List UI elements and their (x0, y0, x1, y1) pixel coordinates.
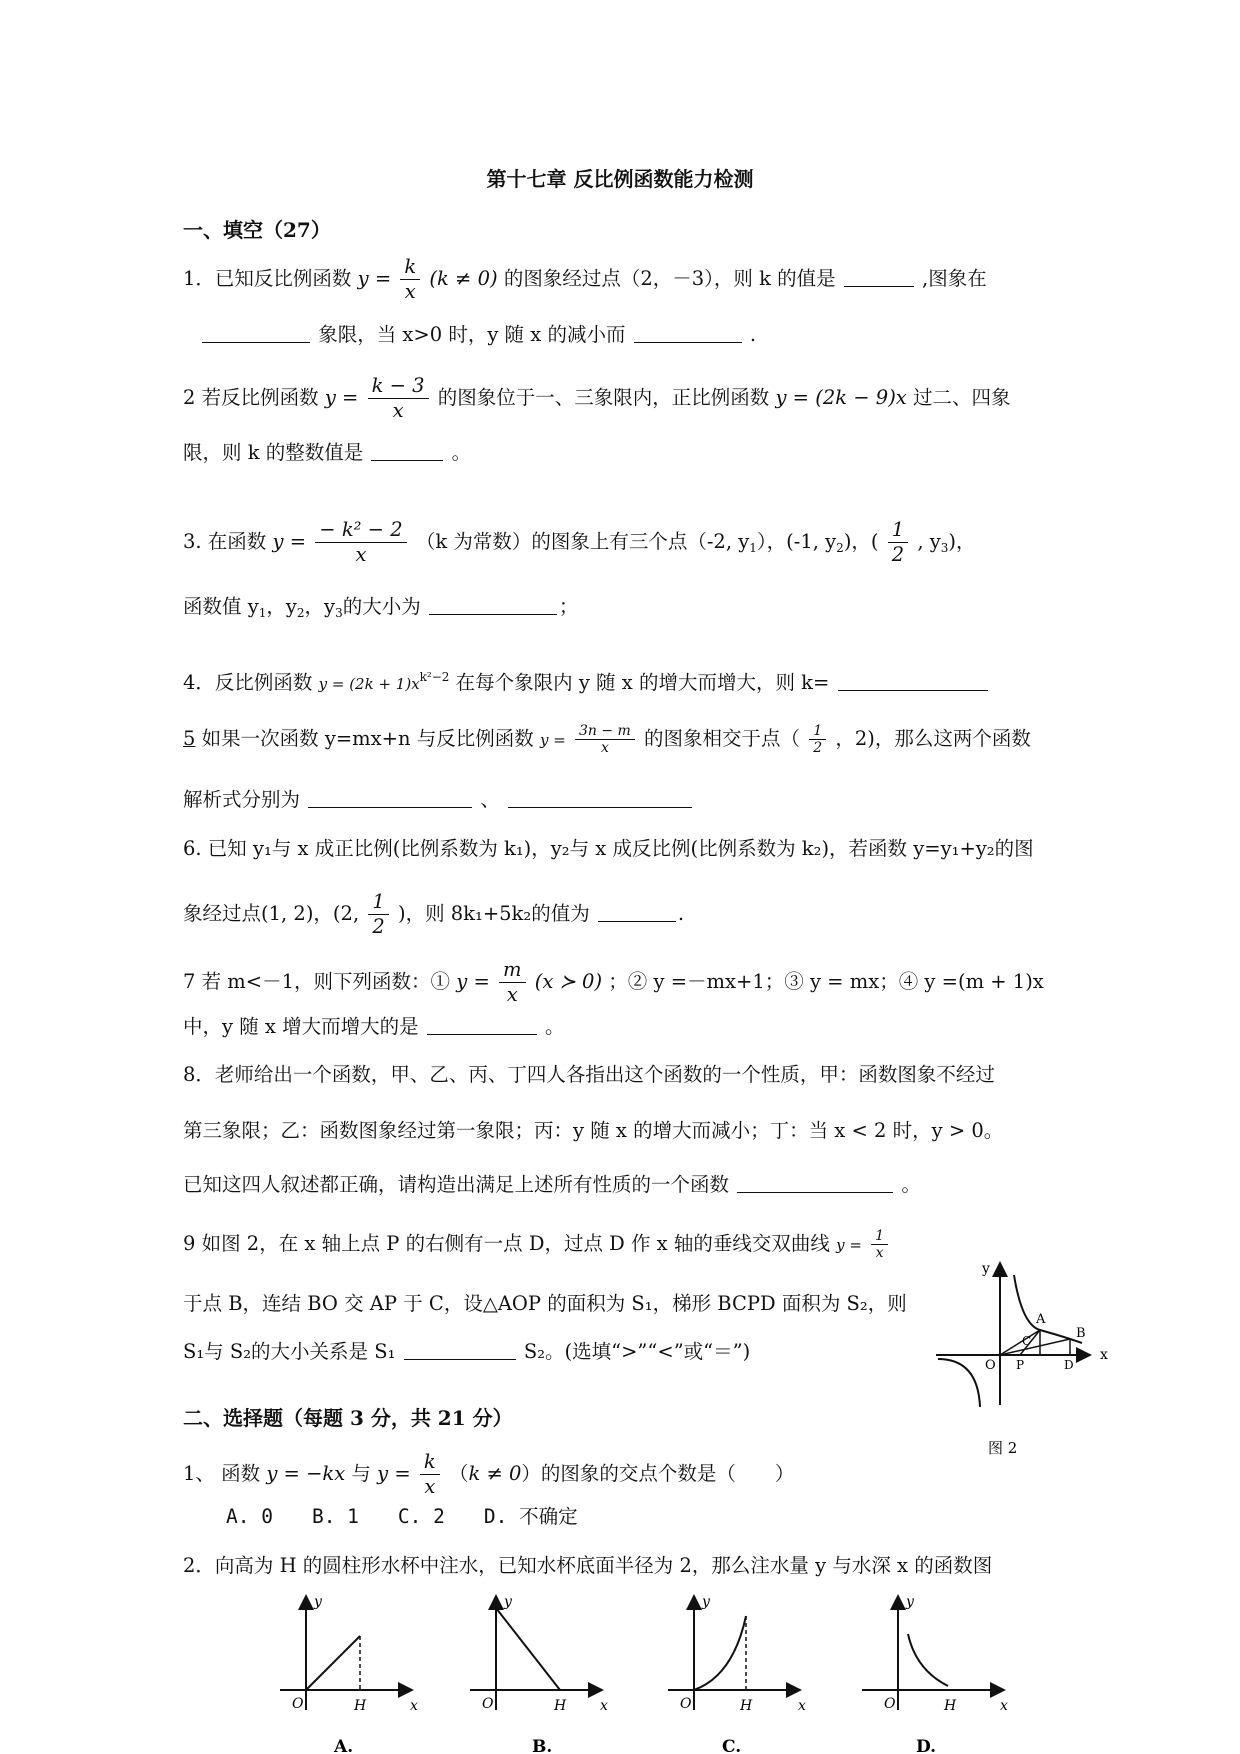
q9-line2: 于点 B，连结 BO 交 AP 于 C，设△AOP 的面积为 S₁，梯形 BCPD 面积为 S₂，则 (183, 1292, 907, 1315)
answer-blank[interactable] (838, 670, 988, 691)
fraction-one-half: $\frac{1}{2}$ (368, 890, 388, 939)
axis-label-y: y (504, 1594, 512, 1610)
section-fill-in: 一、填空（27） (183, 218, 331, 242)
answer-blank[interactable] (598, 901, 676, 922)
q8-line1: 8．老师给出一个函数，甲、乙、丙、丁四人各指出这个函数的一个性质，甲：函数图象不经过 (183, 1063, 995, 1086)
option-label: B. (532, 1737, 553, 1754)
h-label: H (354, 1698, 367, 1714)
axis-label-y: y (906, 1594, 914, 1610)
h-label: H (944, 1698, 957, 1714)
q6-line2: 象经过点(1, 2)，(2, $\frac{1}{2}$ )，则 8k₁+5k₂的值为 . (183, 890, 685, 938)
q3-line2: 函数值 $y_1$，$y_2$，$y_3$的大小为 ； (183, 595, 579, 620)
q9-line3: S₁与 S₂的大小关系是 S₁ S₂。(选填“>”“<”或“＝”) (183, 1340, 751, 1363)
origin-label: O (884, 1696, 896, 1712)
fraction-one-half: $\frac{1}{2}$ (809, 723, 826, 756)
option-label: C. (722, 1737, 742, 1754)
q7-line2: 中，y 随 x 增大而增大的是 。 (183, 1015, 565, 1038)
answer-blank[interactable] (634, 322, 742, 343)
origin-label: O (482, 1696, 494, 1712)
section-multiple-choice: 二、选择题（每题 3 分，共 21 分） (183, 1406, 513, 1430)
fraction-3n-minus-m-over-x: $\frac{3n - m}{x}$ (575, 723, 635, 756)
fig-label-o: O (985, 1358, 996, 1373)
h-label: H (740, 1698, 753, 1714)
origin-label: O (680, 1696, 692, 1712)
answer-blank[interactable] (737, 1172, 893, 1193)
fig-label-y: y (982, 1261, 990, 1277)
mc2-line1: 2．向高为 H 的圆柱形水杯中注水，已知水杯底面半径为 2，那么注水量 y 与水深 x 的函数图 (183, 1554, 993, 1577)
fraction-one-over-x: $\frac{1}{x}$ (871, 1228, 888, 1261)
answer-blank[interactable] (371, 440, 443, 461)
graph-line (306, 1636, 360, 1690)
fraction-neg-k2-minus-2-over-x: $\frac{\text{− k² − 2}}{x}$ (315, 518, 406, 567)
answer-blank[interactable] (427, 1014, 537, 1035)
q3-line1: 3. 在函数 y = $\frac{\text{− k² − 2}}{x}$ （k 为常数）的图象上有三个点（-2, $y_1$），(-1, $y_2$)，( $\frac{1}{2}$ , $y_3$)， (183, 518, 976, 566)
page-title: 第十七章 反比例函数能力检测 (486, 167, 754, 191)
figure-caption: 图 2 (988, 1439, 1018, 1457)
segment-oa (1000, 1330, 1040, 1355)
graph-option-b (460, 1590, 620, 1754)
option-label: D. (916, 1737, 937, 1754)
graph-option-d (852, 1590, 1012, 1754)
q1-line1: 1．已知反比例函数 y = $\frac{k}{x}$ (k ≠ 0) 的图象经过点（2，－3），则 k 的值是 ,图象在 (183, 255, 987, 303)
answer-blank[interactable] (308, 787, 472, 808)
answer-blank[interactable] (508, 787, 692, 808)
answer-blank[interactable] (202, 322, 310, 343)
q2-line1: 2 若反比例函数 y = $\frac{k - 3}{x}$ 的图象位于一、三象限内，正比例函数 y = (2k − 9)x 过二、四象 (183, 374, 1011, 422)
axis-label-x: x (410, 1698, 418, 1714)
fig-label-d: D (1064, 1358, 1074, 1372)
mc1-options: A. 0 B. 1 C. 2 D. 不确定 (226, 1505, 578, 1528)
q5-line2: 解析式分别为 、 (183, 785, 694, 815)
q5-line1: 5 如果一次函数 y=mx+n 与反比例函数 y = $\frac{3n - m}{x}$ 的图象相交于点（ $\frac{1}{2}$ ，2)，那么这两个函数 (183, 723, 1031, 756)
graph-option-c (658, 1590, 818, 1754)
fig-label-b: B (1076, 1326, 1086, 1341)
q9-line1: 9 如图 2，在 x 轴上点 P 的右侧有一点 D，过点 D 作 x 轴的垂线交双曲线 y = $\frac{1}{x}$ (183, 1228, 891, 1261)
axis-label-x: x (600, 1698, 608, 1714)
q8-line3: 已知这四人叙述都正确，请构造出满足上述所有性质的一个函数 。 (183, 1173, 921, 1196)
h-label: H (554, 1698, 567, 1714)
answer-blank[interactable] (429, 594, 557, 615)
q7-line1: 7 若 m<－1，则下列函数：① y = $\frac{m}{x}$ (x ≻ 0) ；② y =－mx+1；③ y = mx；④ y =(m + 1)x (183, 958, 1044, 1006)
fig-label-x: x (1100, 1347, 1108, 1363)
fraction-m-over-x: $\frac{m}{x}$ (499, 958, 526, 1007)
q2-line2: 限，则 k 的整数值是 。 (183, 441, 472, 464)
fraction-one-half: $\frac{1}{2}$ (888, 518, 908, 567)
graph-curve (694, 1616, 746, 1690)
fig-label-p: P (1016, 1358, 1025, 1372)
q6-line1: 6. 已知 y₁与 x 成正比例(比例系数为 k₁)，y₂与 x 成反比例(比例系数为 k₂)，若函数 y=y₁+y₂的图 (183, 837, 1034, 860)
axis-label-y: y (314, 1594, 322, 1610)
fig-label-c: C (1022, 1334, 1032, 1348)
fraction-k-minus-3-over-x: $\frac{k - 3}{x}$ (368, 374, 429, 423)
origin-label: O (292, 1696, 304, 1712)
figure-2-hyperbola (930, 1255, 1110, 1465)
q8-line2: 第三象限；乙：函数图象经过第一象限；丙：y 随 x 的增大而减小；丁：当 x < 2 时，y > 0。 (183, 1119, 1004, 1142)
axis-label-y: y (702, 1594, 710, 1610)
q4-line: 4．反比例函数 $y = (2k + 1)x^{k^2-2}$ 在每个象限内 y 随 x 的增大而增大，则 k= (183, 662, 990, 699)
answer-blank[interactable] (844, 266, 914, 287)
graph-curve (908, 1634, 948, 1686)
q1-line2: 象限，当 x>0 时，y 随 x 的减小而 . (200, 320, 756, 350)
mc1-line1: 1、 函数 y = −kx 与 y = $\frac{k}{x}$ （k ≠ 0）的图象的交点个数是（ ） (183, 1450, 795, 1498)
axis-label-x: x (1000, 1698, 1008, 1714)
option-label: A. (334, 1737, 354, 1754)
hyperbola-branch-1 (1014, 1275, 1082, 1343)
fig-label-a: A (1036, 1312, 1046, 1327)
segment-ob (1000, 1339, 1070, 1355)
fraction-k-over-x: $\frac{k}{x}$ (420, 1450, 440, 1499)
graph-line (496, 1608, 560, 1690)
axis-label-x: x (798, 1698, 806, 1714)
graph-option-a (270, 1590, 430, 1754)
answer-blank[interactable] (404, 1339, 516, 1360)
fraction-k-over-x: $\frac{k}{x}$ (400, 255, 420, 304)
hyperbola-branch-2 (938, 1359, 980, 1407)
